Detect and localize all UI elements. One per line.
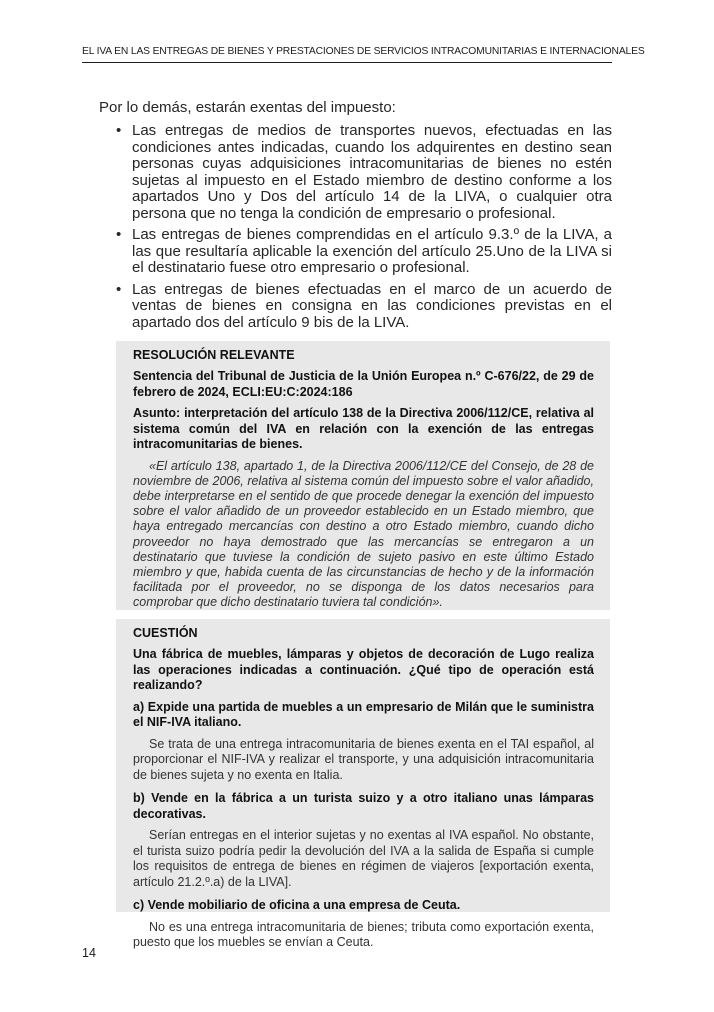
page-number: 14 xyxy=(82,946,96,960)
case-question-b: b) Vende en la fábrica a un turista suizo y a otro italiano unas lámparas decorativas. xyxy=(133,791,594,821)
asunto-text: Asunto: interpretación del artículo 138 de la Directiva 2006/112/CE, relativa al sistema común del IVA en relación con la exención de las entregas intracomunitarias de bienes. xyxy=(133,406,594,451)
list-item xyxy=(114,282,612,332)
case-question-c: c) Vende mobiliario de oficina a una empresa de Ceuta. xyxy=(133,898,461,912)
list-item-text: Las entregas de bienes efectuadas en el marco de un acuerdo de ventas de bienes en consigna en las condiciones previstas en el apartado dos del artículo 9 bis de la LIVA. xyxy=(132,280,612,331)
resolucion-relevante-box xyxy=(116,341,610,610)
cuestion-title: CUESTIÓN xyxy=(133,626,198,640)
list-item-text: Las entregas de medios de transportes nuevos, efectuadas en las condiciones antes indicadas, cuando los adquirentes en destino sean personas cuyas adquisiciones intracomunitarias de bienes no estén sujetas al impuesto en el Estado miembro de destino conforme a los apartados Uno y Dos del artículo 14 de la LIVA, o cualquier otra persona que no tenga la condición de empresario o profesional. xyxy=(132,122,612,222)
header-divider xyxy=(82,62,612,63)
case-answer-b: Serían entregas en el interior sujetas y no exentas al IVA español. No obstante, el turista suizo podría pedir la devolución del IVA a la salida de España si cumple los requisitos de entrega de bienes en régimen de viajeros [exportación exenta, artículo 21.2.º.a) de la LIVA]. xyxy=(133,828,594,889)
list-item xyxy=(114,123,612,222)
case-answer-a: Se trata de una entrega intracomunitaria de bienes exenta en el TAI español, al proporcionar el NIF-IVA y realizar el transporte, y una adquisición intracomunitaria de bienes sujeta y no exenta en Italia. xyxy=(133,736,594,782)
sentencia-reference: Sentencia del Tribunal de Justicia de la Unión Europea n.º C-676/22, de 29 de febrero de 2024, ECLI:EU:C:2024:186 xyxy=(133,369,594,399)
cuestion-box xyxy=(116,619,610,949)
case-answer-c: No es una entrega intracomunitaria de bienes; tributa como exportación exenta, puesto que los muebles se envían a Ceuta. xyxy=(133,919,594,949)
bullet-marker: • xyxy=(116,122,122,139)
list-item-text: Las entregas de bienes comprendidas en el artículo 9.3.º de la LIVA, a las que resultaría aplicable la exención del artículo 25.Uno de la LIVA si el destinatario fuese otro empresario o profesional. xyxy=(132,226,612,276)
exemption-list xyxy=(114,123,612,336)
resolucion-title: RESOLUCIÓN RELEVANTE xyxy=(133,348,295,362)
intro-paragraph: Por lo demás, estarán exentas del impuesto: xyxy=(99,99,396,116)
bullet-marker: • xyxy=(116,280,122,298)
bullet-marker: • xyxy=(116,226,122,243)
running-header: EL IVA EN LAS ENTREGAS DE BIENES Y PRESTACIONES DE SERVICIOS INTRACOMUNITARIAS E INTERNACIONALES xyxy=(82,46,645,57)
sentencia-quote: «El artículo 138, apartado 1, de la Directiva 2006/112/CE del Consejo, de 28 de noviembre de 2006, relativa al sistema común del impuesto sobre el valor añadido, debe interpretarse en el sentido de que procede denegar la exención del impuesto sobre el valor añadido de un proveedor establecido en un Estado miembro, que haya entregado mercancías con destino a otro Estado miembro, cuando dicho proveedor no haya demostrado que las mercancías se entregaron a un destinatario que tuviese la condición de sujeto pasivo en este último Estado miembro y que, habida cuenta de las circunstancias de hecho y de la información facilitada por el proveedor, no se disponga de los datos necesarios para comprobar que dicho destinatario tuviera tal condición». xyxy=(133,458,594,610)
case-question-a: a) Expide una partida de muebles a un empresario de Milán que le suministra el NIF-IVA italiano. xyxy=(133,699,594,729)
list-item xyxy=(114,227,612,277)
cuestion-question: Una fábrica de muebles, lámparas y objetos de decoración de Lugo realiza las operaciones indicadas a continuación. ¿Qué tipo de operación está realizando? xyxy=(133,647,594,692)
